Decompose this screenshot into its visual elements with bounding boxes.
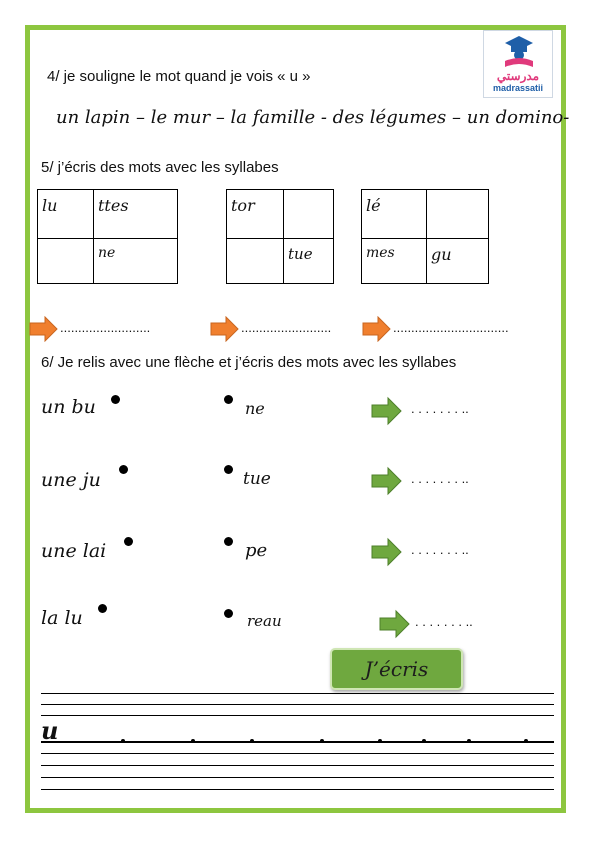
grid-cell: ne — [94, 239, 178, 284]
bullet-dot-icon[interactable] — [224, 537, 233, 546]
left-word: une ju — [41, 469, 101, 491]
writing-line — [41, 693, 554, 694]
right-syllable: reau — [247, 612, 282, 630]
left-word: la lu — [41, 607, 83, 629]
bullet-dot-icon[interactable] — [119, 465, 128, 474]
answer-line[interactable]: . . . . . . . .. — [415, 614, 473, 629]
grid-cell: mes — [362, 239, 427, 284]
answer-line[interactable]: ......................... — [241, 320, 332, 335]
answer-line[interactable]: ......................... — [60, 320, 151, 335]
right-arrow-icon — [210, 316, 240, 342]
answer-line[interactable]: . . . . . . . .. — [411, 401, 469, 416]
left-word: un bu — [41, 396, 96, 418]
answer-line[interactable]: ................................ — [393, 320, 509, 335]
right-syllable: ne — [245, 399, 265, 418]
writing-guide-dot — [250, 739, 254, 743]
bullet-dot-icon[interactable] — [224, 395, 233, 404]
grid-cell: gu — [427, 239, 489, 284]
school-logo-icon — [499, 33, 539, 69]
bullet-dot-icon[interactable] — [224, 465, 233, 474]
writing-baseline — [41, 741, 554, 743]
writing-line — [41, 765, 554, 766]
writing-guide-dot — [191, 739, 195, 743]
syllable-grid-3 — [361, 189, 489, 284]
writing-guide-dot — [524, 739, 528, 743]
grid-cell — [38, 239, 94, 284]
madrassatii-logo — [483, 30, 553, 98]
grid-cell: tue — [284, 239, 334, 284]
grid-cell: tor — [227, 190, 284, 239]
right-arrow-icon — [371, 396, 403, 426]
right-arrow-icon — [371, 537, 403, 567]
right-syllable: pe — [245, 540, 268, 561]
exercise-4-instruction: 4/ je souligne le mot quand je vois « u » — [47, 68, 311, 85]
right-syllable: tue — [243, 469, 271, 489]
writing-guide-dot — [378, 739, 382, 743]
logo-latin-text: madrassatii — [492, 83, 544, 93]
right-arrow-icon — [371, 466, 403, 496]
bullet-dot-icon[interactable] — [224, 609, 233, 618]
grid-cell: lu — [38, 190, 94, 239]
writing-line — [41, 777, 554, 778]
writing-line — [41, 789, 554, 790]
right-arrow-icon — [362, 316, 392, 342]
answer-line[interactable]: . . . . . . . .. — [411, 542, 469, 557]
syllable-grid-1 — [37, 189, 178, 284]
jecris-button[interactable]: J’écris — [330, 648, 463, 690]
model-letter: u — [41, 716, 59, 745]
writing-guide-dot — [422, 739, 426, 743]
logo-arabic-text: مدرستي — [496, 69, 540, 83]
writing-line — [41, 753, 554, 754]
bullet-dot-icon[interactable] — [111, 395, 120, 404]
bullet-dot-icon[interactable] — [98, 604, 107, 613]
right-arrow-icon — [29, 316, 59, 342]
answer-line[interactable]: . . . . . . . .. — [411, 471, 469, 486]
grid-cell: lé — [362, 190, 427, 239]
writing-line — [41, 704, 554, 705]
grid-cell — [427, 190, 489, 239]
left-word: une lai — [41, 540, 107, 562]
exercise-5-instruction: 5/ j’écris des mots avec les syllabes — [41, 159, 279, 176]
grid-cell: ttes — [94, 190, 178, 239]
writing-guide-dot — [320, 739, 324, 743]
writing-guide-dot — [121, 739, 125, 743]
exercise-4-sentence: un lapin – le mur – la famille - des légumes – un domino- — [56, 107, 570, 128]
grid-cell — [284, 190, 334, 239]
bullet-dot-icon[interactable] — [124, 537, 133, 546]
syllable-grid-2 — [226, 189, 334, 284]
writing-guide-dot — [467, 739, 471, 743]
grid-cell — [227, 239, 284, 284]
right-arrow-icon — [379, 609, 411, 639]
exercise-6-instruction: 6/ Je relis avec une flèche et j’écris des mots avec les syllabes — [41, 354, 457, 371]
writing-line — [41, 715, 554, 716]
page-border — [25, 25, 566, 813]
